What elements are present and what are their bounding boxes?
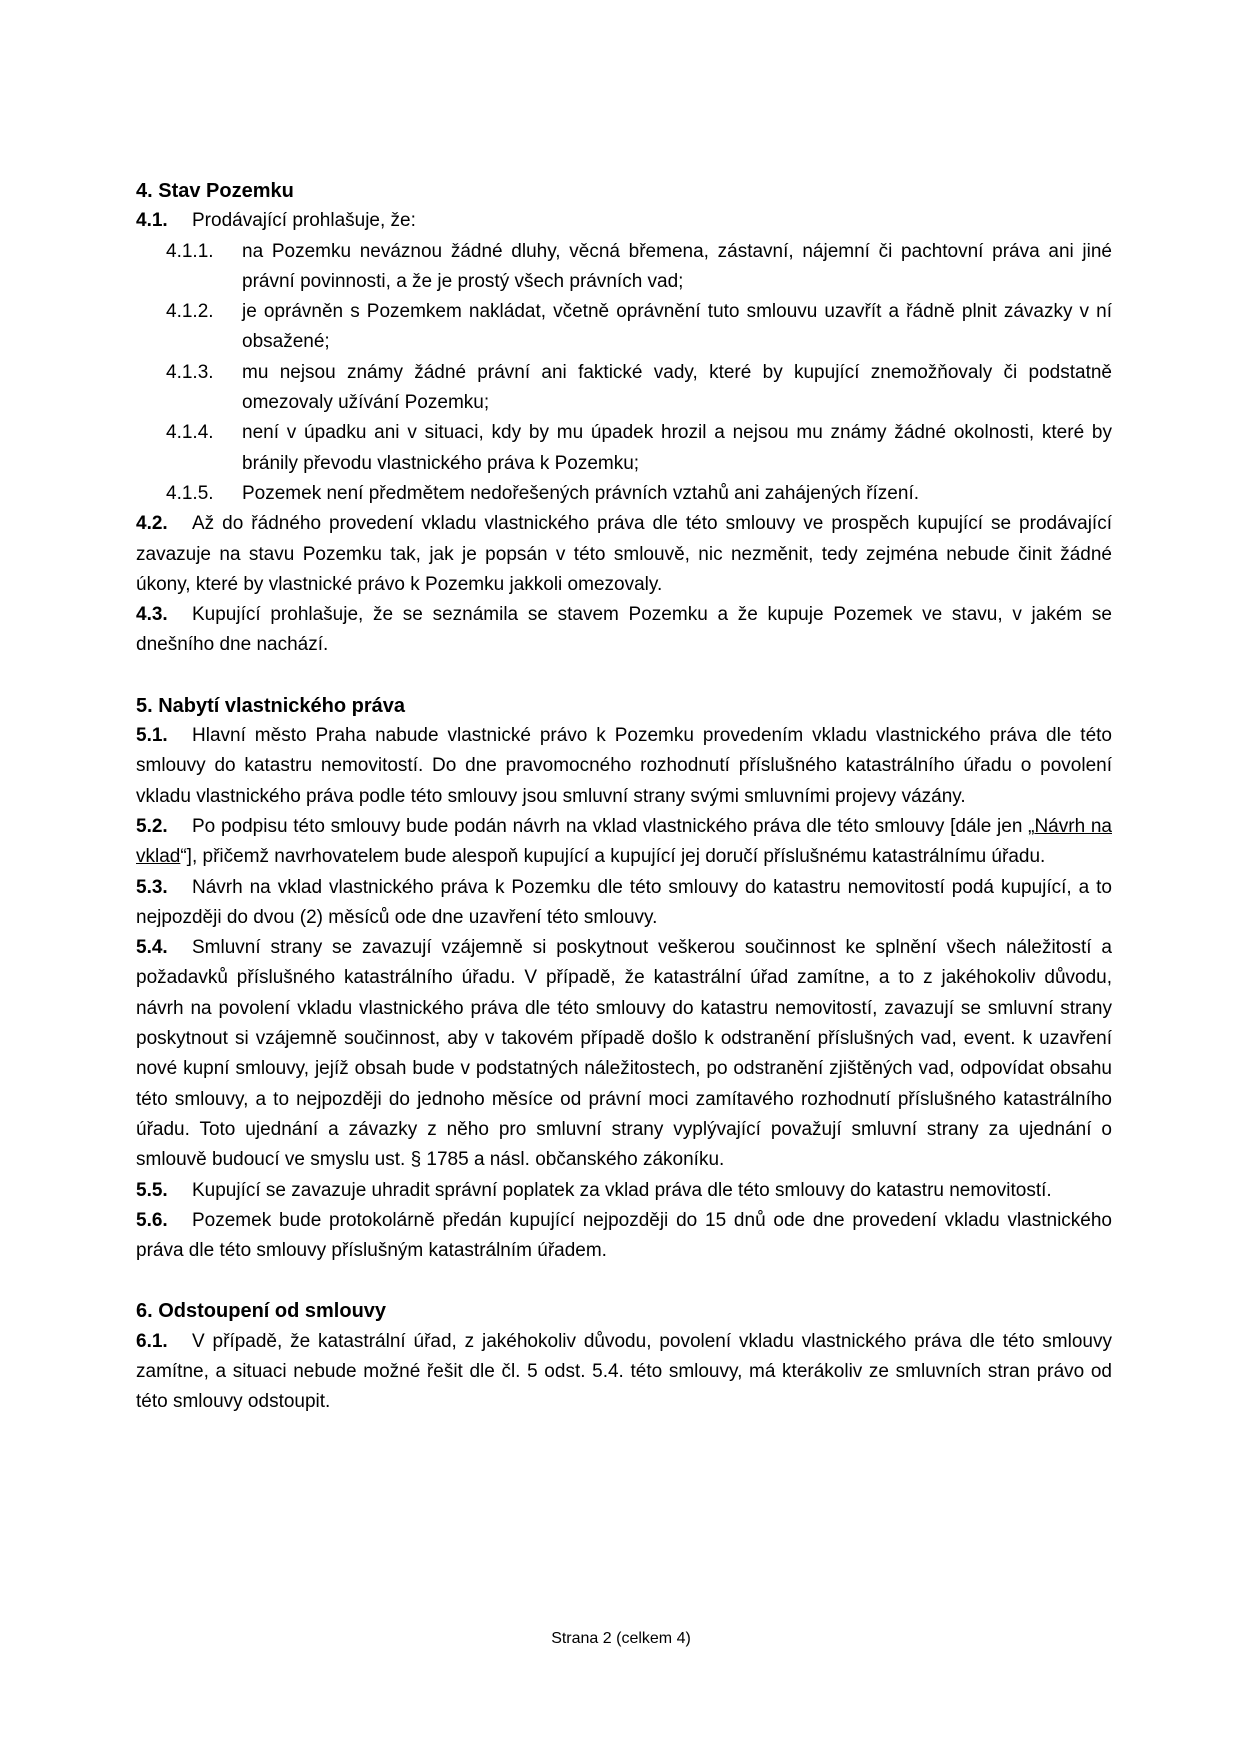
clause-4-1-5 xyxy=(166,479,1112,509)
subclause-number: 4.1.2. xyxy=(166,301,214,323)
subclause-text: není v úpadku ani v situaci, kdy by mu úpadek hrozil a nejsou mu známy žádné okolnosti, které by bránily převodu vlastnického práva k Pozemku; xyxy=(242,422,1112,474)
clause-text: Hlavní město Praha nabude vlastnické právo k Pozemku provedením vkladu vlastnického práva dle této smlouvy do katastru nemovitostí. Do dne pravomocného rozhodnutí příslušného katastrálního úřadu o povolení vkladu vlastnického práva podle této smlouvy jsou smluvní strany svými smluvními projevy vázány. xyxy=(136,725,1112,807)
clause-6-1 xyxy=(136,1327,1112,1418)
subclause-text: mu nejsou známy žádné právní ani faktické vady, které by kupující znemožňovaly či podstatně omezovaly užívání Pozemku; xyxy=(242,361,1112,414)
clause-number: 4.3. xyxy=(136,604,168,626)
section-6-title: 6. Odstoupení od smlouvy xyxy=(136,1300,387,1323)
subclause-text: je oprávněn s Pozemkem nakládat, včetně oprávnění tuto smlouvu uzavřít a řádně plnit závazky v ní obsažené; xyxy=(242,301,1112,353)
subclause-text: Pozemek není předmětem nedořešených právních vztahů ani zahájených řízení. xyxy=(242,482,919,504)
section-4-title: 4. Stav Pozemku xyxy=(136,180,294,202)
section-5-title: 5. Nabytí vlastnického práva xyxy=(136,694,406,717)
clause-5-1 xyxy=(136,721,1112,812)
document-page xyxy=(136,176,1112,1418)
clause-4-1-1 xyxy=(166,237,1112,298)
clause-text: V případě, že katastrální úřad, z jakéhokoliv důvodu, povolení vkladu vlastnického práva dle této smlouvy zamítne, a situaci nebude možné řešit dle čl. 5 odst. 5.4. této smlouvy, má kterákoliv ze smluvních stran právo od této smlouvy odstoupit. xyxy=(136,1330,1112,1413)
clause-number: 6.1. xyxy=(136,1330,168,1352)
clause-text: Až do řádného provedení vkladu vlastnického práva dle této smlouvy ve prospěch kupující se prodávající zavazuje na stavu Pozemku tak, jak je popsán v této smlouvě, nic nezměnit, tedy zejména nebude činit žádné úkony, které by vlastnické právo k Pozemku jakkoli omezovaly. xyxy=(136,513,1112,595)
clause-5-5 xyxy=(136,1176,1112,1206)
clause-4-1-2 xyxy=(166,297,1112,358)
clause-text-cont: “], přičemž navrhovatelem bude alespoň kupující a kupující jej doručí příslušnému katastrálnímu úřadu. xyxy=(180,846,1046,868)
clause-text: Pozemek bude protokolárně předán kupující nejpozději do 15 dnů ode dne provedení vkladu vlastnického práva dle této smlouvy příslušným katastrálním úřadem. xyxy=(136,1209,1112,1262)
clause-4-1 xyxy=(136,206,1112,236)
clause-5-4 xyxy=(136,933,1112,1175)
clause-number: 5.4. xyxy=(136,937,168,959)
section-spacer xyxy=(136,661,1112,691)
clause-number: 5.2. xyxy=(136,815,168,837)
clause-4-1-4 xyxy=(166,418,1112,479)
clause-number: 4.1. xyxy=(136,210,168,232)
clause-number: 5.5. xyxy=(136,1179,168,1201)
clause-number: 4.2. xyxy=(136,513,168,535)
page-footer: Strana 2 (celkem 4) xyxy=(551,1630,691,1647)
clause-5-3 xyxy=(136,873,1112,934)
clause-number: 5.1. xyxy=(136,725,168,747)
clause-text: Prodávající prohlašuje, že: xyxy=(192,210,416,232)
section-spacer xyxy=(136,1266,1112,1296)
clause-number: 5.6. xyxy=(136,1209,168,1231)
clause-text: Po podpisu této smlouvy bude podán návrh na vklad vlastnického práva dle této smlouvy [dále jen „ xyxy=(192,815,1035,837)
clause-4-2 xyxy=(136,509,1112,600)
clause-text: Kupující se zavazuje uhradit správní poplatek za vklad práva dle této smlouvy do katastru nemovitostí. xyxy=(192,1179,1052,1201)
clause-text: Kupující prohlašuje, že se seznámila se stavem Pozemku a že kupuje Pozemek ve stavu, v jakém se dnešního dne nachází. xyxy=(136,604,1112,656)
subclause-number: 4.1.5. xyxy=(166,482,214,504)
clause-number: 5.3. xyxy=(136,876,168,898)
clause-4-1-3 xyxy=(166,358,1112,419)
subclause-number: 4.1.1. xyxy=(166,240,214,262)
subclause-text: na Pozemku neváznou žádné dluhy, věcná břemena, zástavní, nájemní či pachtovní práva ani jiné právní povinnosti, a že je prostý všech právních vad; xyxy=(242,240,1112,292)
defined-term: Návrh na vklad xyxy=(136,815,1112,868)
clause-text: Návrh na vklad vlastnického práva k Pozemku dle této smlouvy do katastru nemovitostí podá kupující, a to nejpozději do dvou (2) měsíců ode dne uzavření této smlouvy. xyxy=(136,876,1112,928)
clause-5-2 xyxy=(136,812,1112,873)
clause-5-6 xyxy=(136,1206,1112,1267)
subclause-number: 4.1.4. xyxy=(166,422,214,444)
subclause-number: 4.1.3. xyxy=(166,361,214,383)
clause-text: Smluvní strany se zavazují vzájemně si poskytnout veškerou součinnost ke splnění všech náležitostí a požadavků příslušného katastrálního úřadu. V případě, že katastrální úřad zamítne, a to z jakéhokoliv důvodu, návrh na povolení vkladu vlastnického práva dle této smlouvy do katastru nemovitostí, zavazují se smluvní strany poskytnout si vzájemně součinnost, aby v takovém případě došlo k odstranění příslušných vad, event. k uzavření nové kupní smlouvy, jejíž obsah bude v podstatných náležitostech, po odstranění zjištěných vad, odpovídat obsahu této smlouvy, a to nejpozději do jednoho měsíce od právní moci zamítavého rozhodnutí příslušného katastrálního úřadu. Toto ujednání a závazky z něho pro smluvní strany vyplývající považují smluvní strany za ujednání o smlouvě budoucí ve smyslu ust. § 1785 a násl. občanského zákoníku. xyxy=(136,937,1112,1171)
clause-4-3 xyxy=(136,600,1112,661)
